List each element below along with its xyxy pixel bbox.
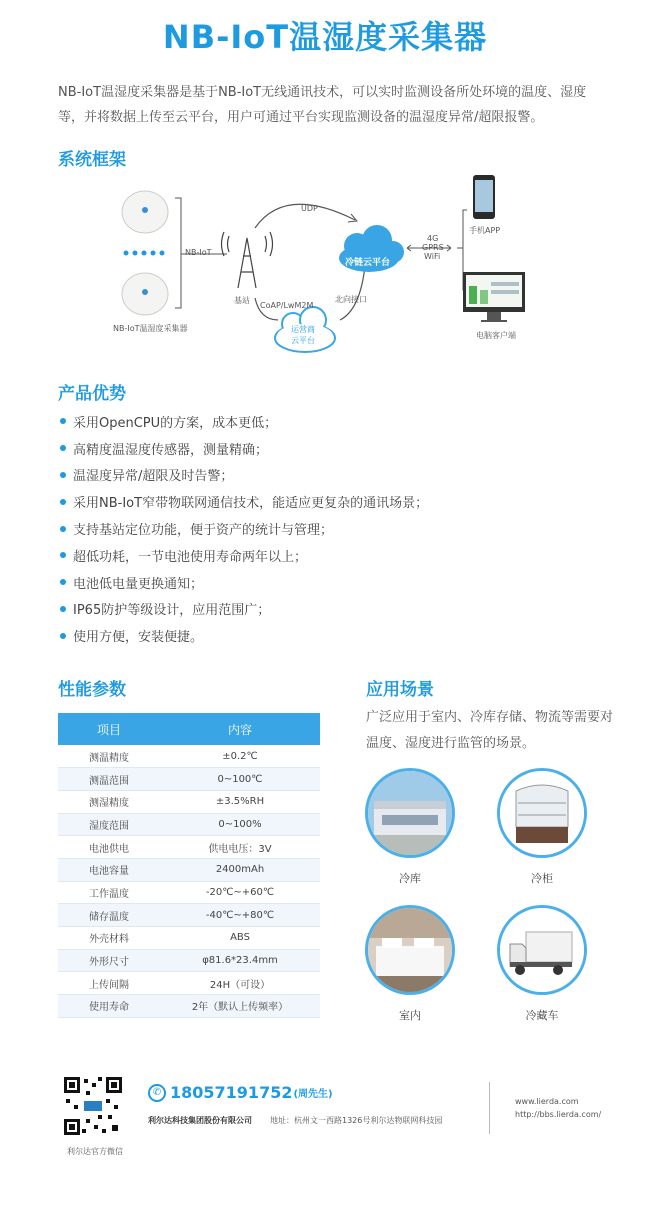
- company-address: 地址：杭州文一西路1326号利尔达物联网科技园: [270, 1116, 443, 1125]
- indoor-image: [365, 905, 455, 995]
- phone-app-label: 手机APP: [469, 226, 501, 235]
- bullet-icon: [60, 472, 66, 478]
- list-item: 电池低电量更换通知；: [60, 569, 620, 596]
- contact-phone: [148, 1083, 333, 1102]
- bullet-icon: [60, 499, 66, 505]
- list-item: 使用方便，安装便捷。: [60, 622, 620, 649]
- section-applications-heading: 应用场景: [366, 680, 434, 700]
- table-row: 湿度范围 0~100%: [58, 813, 320, 836]
- operator-cloud-label-1: 运营商: [291, 325, 315, 334]
- table-header-item: 项目: [58, 713, 160, 745]
- list-item: 采用NB-IoT窄带物联网通信技术，能适应更复杂的通讯场景；: [60, 488, 620, 515]
- system-diagram: [95, 170, 555, 360]
- section-framework-heading: 系统框架: [58, 150, 126, 170]
- scene-caption: 冷柜: [531, 872, 553, 885]
- list-item: 超低功耗，一节电池使用寿命两年以上；: [60, 542, 620, 569]
- bullet-icon: [60, 579, 66, 585]
- company-name: 利尔达科技集团股份有限公司: [148, 1116, 252, 1125]
- scene-caption: 室内: [399, 1009, 421, 1022]
- freezer-image: [497, 768, 587, 858]
- scene-caption: 冷库: [399, 872, 421, 885]
- bullet-icon: [60, 526, 66, 532]
- qr-caption: 利尔达官方微信: [67, 1147, 123, 1156]
- sensor-dots: [124, 251, 165, 256]
- table-row: 测湿精度 ±3.5%RH: [58, 790, 320, 813]
- section-specs-heading: 性能参数: [58, 680, 126, 700]
- qr-code-icon: [62, 1075, 124, 1137]
- applications-description: 广泛应用于室内、冷库存储、物流等需要对温度、湿度进行监管的场景。: [366, 710, 614, 751]
- operator-cloud-label-2: 云平台: [291, 336, 315, 345]
- base-station-icon: [222, 232, 273, 288]
- bullet-icon: [60, 606, 66, 612]
- net-4g-label: 4G: [427, 234, 439, 243]
- pc-monitor-icon: [463, 272, 525, 322]
- bullet-icon: [60, 633, 66, 639]
- sensor-icon: [122, 191, 168, 233]
- scene-refrigerated-truck: [497, 905, 587, 1023]
- footer-divider: [489, 1082, 490, 1134]
- intro-text: NB-IoT温湿度采集器是基于NB-IoT无线通讯技术，可以实时监测设备所处环境的温度、湿度等，并将数据上传至云平台，用户可通过平台实现监测设备的温湿度异常/超限报警。: [58, 85, 587, 125]
- table-header-row: [58, 713, 320, 745]
- list-item: 采用OpenCPU的方案，成本更低；: [60, 408, 620, 435]
- forum-link[interactable]: http://bbs.lierda.com/: [515, 1110, 602, 1119]
- cold-cloud-label: 冷链云平台: [345, 258, 391, 268]
- pc-client-label: 电脑客户端: [476, 331, 516, 340]
- contact-name: (周先生): [293, 1089, 333, 1100]
- table-header-content: 内容: [160, 713, 320, 745]
- table-row: 测温范围 0~100℃: [58, 768, 320, 791]
- list-item: 支持基站定位功能，便于资产的统计与管理；: [60, 515, 620, 542]
- list-item: IP65防护等级设计，应用范围广；: [60, 596, 620, 623]
- scene-indoor: [365, 905, 455, 1023]
- nbiot-label: NB-IoT: [185, 248, 212, 257]
- net-gprs-label: GPRS: [422, 243, 444, 252]
- scene-cold-storage: [365, 768, 455, 886]
- bullet-icon: [60, 418, 66, 424]
- sensor-icon: [122, 273, 168, 315]
- north-interface-label: 北向接口: [335, 295, 367, 304]
- specs-table: [58, 713, 320, 1018]
- phone-icon: [473, 175, 495, 219]
- table-row: 储存温度 -40℃~+80℃: [58, 904, 320, 927]
- website-link[interactable]: www.lierda.com: [515, 1097, 579, 1106]
- truck-image: [497, 905, 587, 995]
- section-advantages-heading: 产品优势: [58, 384, 126, 404]
- list-item: 温湿度异常/超限及时告警；: [60, 462, 620, 489]
- advantages-list: [60, 408, 620, 649]
- bullet-icon: [60, 552, 66, 558]
- table-row: 电池供电 供电电压：3V: [58, 836, 320, 859]
- page-title: NB-IoT温湿度采集器: [162, 18, 488, 56]
- base-station-label: 基站: [234, 296, 250, 305]
- table-row: 上传间隔 24H（可设）: [58, 972, 320, 995]
- cold-storage-image: [365, 768, 455, 858]
- list-item: 高精度温湿度传感器，测量精确；: [60, 435, 620, 462]
- phone-number: 18057191752: [170, 1083, 293, 1102]
- table-row: 外壳材料 ABS: [58, 927, 320, 950]
- bullet-icon: [60, 445, 66, 451]
- table-row: 外形尺寸 φ81.6*23.4mm: [58, 949, 320, 972]
- table-row: 电池容量 2400mAh: [58, 858, 320, 881]
- udp-label: UDP: [301, 204, 318, 213]
- scene-freezer: [497, 768, 587, 886]
- table-row: 使用寿命 2年（默认上传频率）: [58, 995, 320, 1018]
- net-wifi-label: WiFi: [424, 252, 441, 261]
- device-label: NB-IoT温湿度采集器: [113, 324, 188, 333]
- phone-call-icon: ✆: [148, 1084, 166, 1102]
- scene-caption: 冷藏车: [525, 1009, 559, 1022]
- table-row: 测温精度 ±0.2℃: [58, 745, 320, 768]
- coap-label: CoAP/LwM2M: [260, 301, 314, 310]
- table-row: 工作温度 -20℃~+60℃: [58, 881, 320, 904]
